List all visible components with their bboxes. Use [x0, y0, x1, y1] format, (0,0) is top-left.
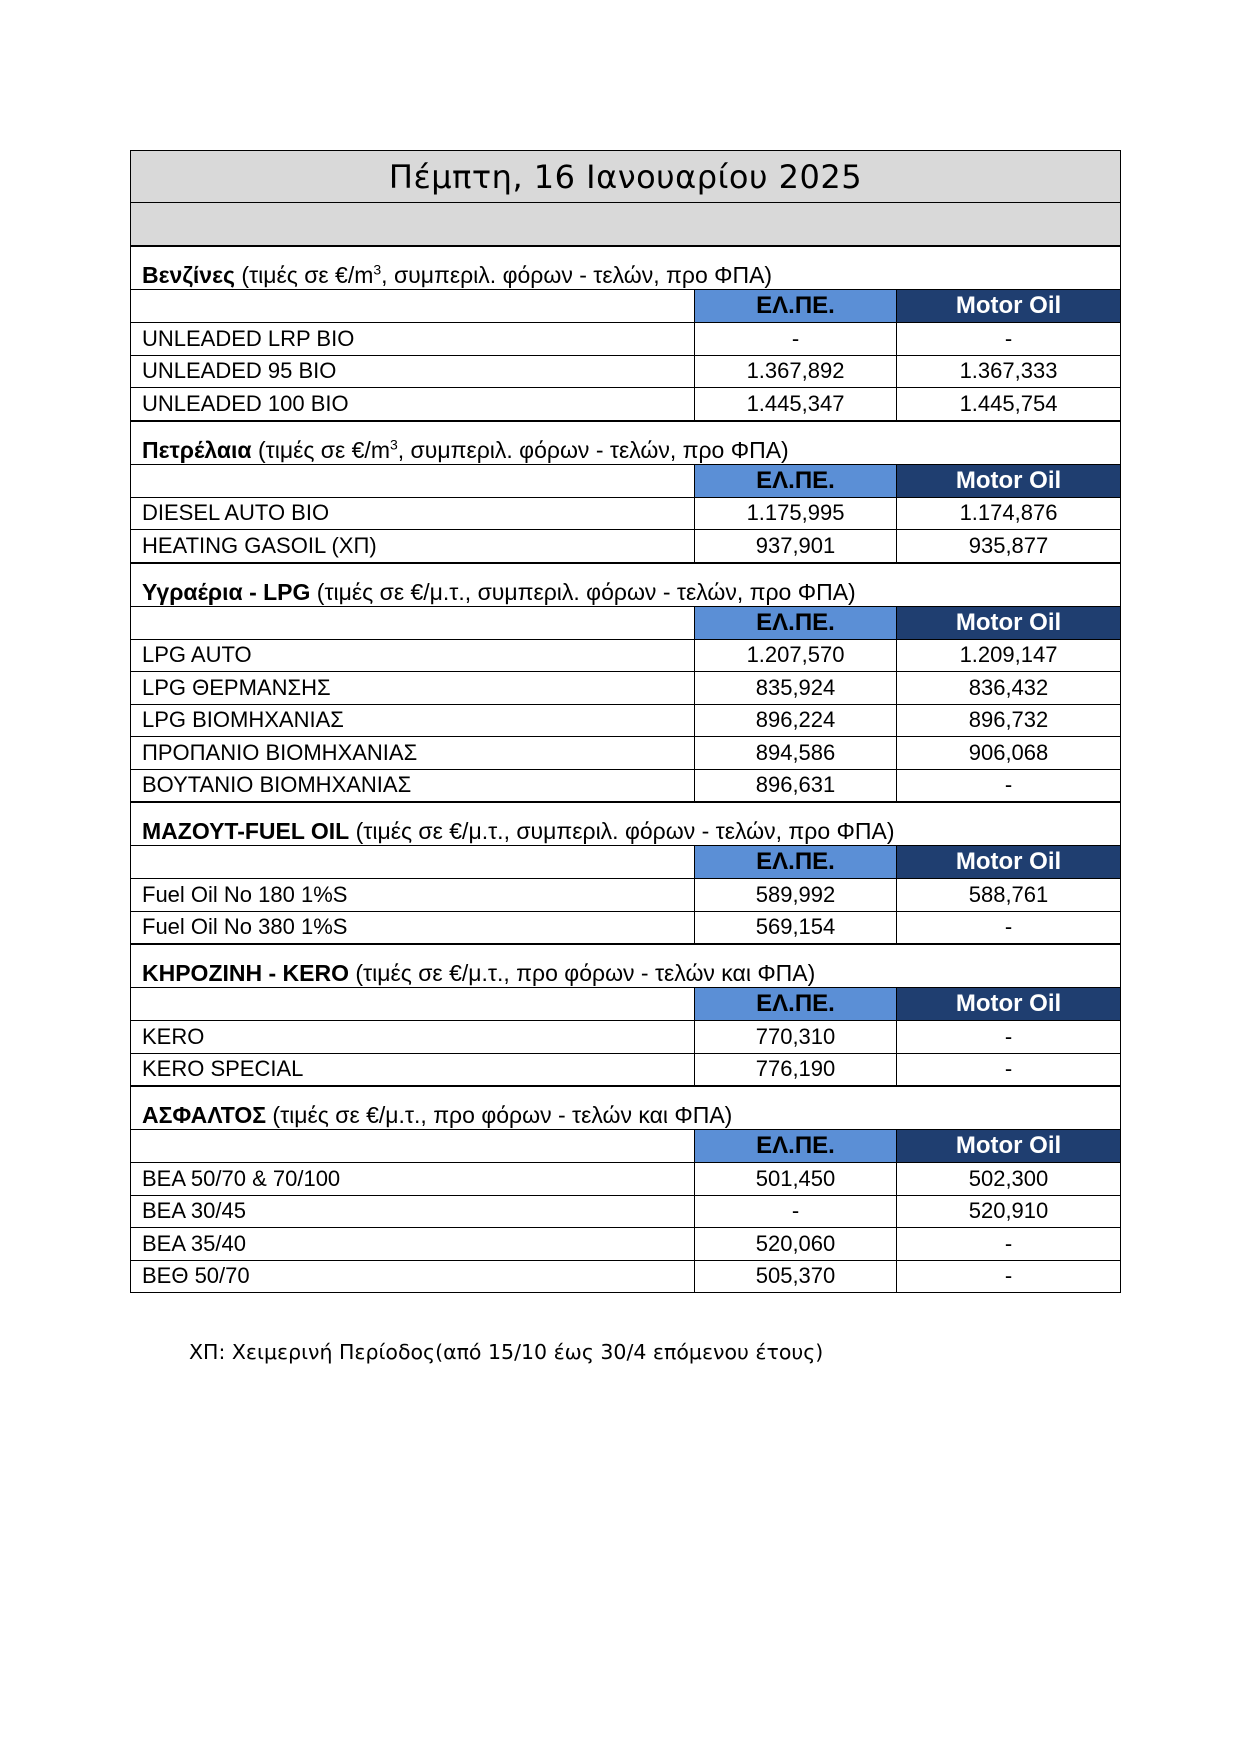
product-name: ΠΡΟΠΑΝΙΟ ΒΙΟΜΗΧΑΝΙΑΣ	[131, 737, 695, 770]
section-heading-row	[131, 246, 1121, 290]
column-header-motor-oil: Motor Oil	[897, 290, 1121, 323]
column-header-blank	[131, 464, 695, 497]
section-name: ΚΗΡΟΖΙΝΗ - KERO	[142, 960, 349, 986]
table-row	[131, 530, 1121, 563]
column-header-motor-oil: Motor Oil	[897, 1130, 1121, 1163]
table-row	[131, 388, 1121, 421]
section-heading-row	[131, 563, 1121, 607]
footnote: ΧΠ: Χειμερινή Περίοδος(από 15/10 έως 30/4 επόμενου έτους)	[189, 1340, 824, 1364]
price-motor-oil: -	[897, 323, 1121, 356]
price-motor-oil: -	[897, 1228, 1121, 1261]
column-header-elpe: ΕΛ.ΠΕ.	[695, 988, 897, 1021]
price-elpe: 937,901	[695, 530, 897, 563]
product-name: UNLEADED 95 BIO	[131, 355, 695, 388]
section-unit-superscript: 3	[389, 435, 398, 452]
column-header-elpe: ΕΛ.ΠΕ.	[695, 464, 897, 497]
price-elpe: 501,450	[695, 1163, 897, 1196]
section-unit: (τιμές σε €/μ.τ., προ φόρων - τελών και ΦΠΑ)	[349, 960, 816, 986]
column-header-blank	[131, 1130, 695, 1163]
table-row	[131, 323, 1121, 356]
section-unit: (τιμές σε €/μ.τ., συμπεριλ. φόρων - τελών, προ ΦΠΑ)	[310, 578, 856, 605]
product-name: ΒΕΑ 35/40	[131, 1228, 695, 1261]
price-motor-oil: 520,910	[897, 1195, 1121, 1228]
section-heading	[131, 802, 1121, 846]
section-heading	[131, 563, 1121, 607]
column-header-row	[131, 464, 1121, 497]
blank-gray-row	[131, 203, 1121, 247]
column-header-motor-oil: Motor Oil	[897, 846, 1121, 879]
section-heading-row	[131, 1086, 1121, 1130]
price-motor-oil: 906,068	[897, 737, 1121, 770]
section-unit-tail: , συμπεριλ. φόρων - τελών, προ ΦΠΑ)	[381, 262, 773, 288]
table-row	[131, 639, 1121, 672]
price-elpe: 896,631	[695, 769, 897, 802]
price-elpe: 520,060	[695, 1228, 897, 1261]
column-header-motor-oil: Motor Oil	[897, 606, 1121, 639]
section-unit-superscript: 3	[373, 261, 382, 278]
table-row	[131, 672, 1121, 705]
price-motor-oil: 935,877	[897, 530, 1121, 563]
price-elpe: 505,370	[695, 1260, 897, 1293]
table-row	[131, 497, 1121, 530]
page-title: Πέμπτη, 16 Ιανουαρίου 2025	[131, 151, 1121, 203]
product-name: HEATING GASOIL (ΧΠ)	[131, 530, 695, 563]
table-row	[131, 769, 1121, 802]
table-row	[131, 355, 1121, 388]
price-motor-oil: 502,300	[897, 1163, 1121, 1196]
price-elpe: 835,924	[695, 672, 897, 705]
price-elpe: 1.175,995	[695, 497, 897, 530]
section-unit-tail: , συμπεριλ. φόρων - τελών, προ ΦΠΑ)	[397, 436, 789, 463]
column-header-elpe: ΕΛ.ΠΕ.	[695, 1130, 897, 1163]
column-header-blank	[131, 846, 695, 879]
price-elpe: 589,992	[695, 879, 897, 912]
column-header-elpe: ΕΛ.ΠΕ.	[695, 846, 897, 879]
column-header-blank	[131, 290, 695, 323]
product-name: Fuel Oil No 180 1%S	[131, 879, 695, 912]
section-name: ΜΑΖΟΥΤ-FUEL OIL	[142, 818, 350, 844]
product-name: LPG ΒΙΟΜΗΧΑΝΙΑΣ	[131, 704, 695, 737]
section-name: Βενζίνες	[142, 262, 235, 288]
table-row	[131, 879, 1121, 912]
product-name: ΒΕΑ 50/70 & 70/100	[131, 1163, 695, 1196]
column-header-row	[131, 290, 1121, 323]
section-name: Υγραέρια - LPG	[142, 578, 311, 605]
price-elpe: 569,154	[695, 911, 897, 944]
product-name: DIESEL AUTO BIO	[131, 497, 695, 530]
section-heading-row	[131, 802, 1121, 846]
table-row	[131, 1053, 1121, 1086]
price-elpe: 1.367,892	[695, 355, 897, 388]
product-name: ΒΕΑ 30/45	[131, 1195, 695, 1228]
column-header-row	[131, 1130, 1121, 1163]
section-heading	[131, 944, 1121, 988]
price-motor-oil: -	[897, 1021, 1121, 1054]
table-row	[131, 1195, 1121, 1228]
table-row	[131, 1228, 1121, 1261]
section-unit: (τιμές σε €/μ.τ., συμπεριλ. φόρων - τελών, προ ΦΠΑ)	[349, 818, 895, 844]
column-header-row	[131, 846, 1121, 879]
column-header-blank	[131, 988, 695, 1021]
product-name: KERO	[131, 1021, 695, 1054]
price-elpe: 776,190	[695, 1053, 897, 1086]
column-header-blank	[131, 606, 695, 639]
price-motor-oil: 1.367,333	[897, 355, 1121, 388]
price-elpe: 896,224	[695, 704, 897, 737]
section-unit: (τιμές σε €/m	[251, 436, 390, 463]
section-unit: (τιμές σε €/m	[234, 262, 374, 288]
section-heading	[131, 421, 1121, 465]
price-motor-oil: -	[897, 911, 1121, 944]
price-elpe: 770,310	[695, 1021, 897, 1054]
price-elpe: -	[695, 1195, 897, 1228]
column-header-motor-oil: Motor Oil	[897, 988, 1121, 1021]
price-motor-oil: -	[897, 1260, 1121, 1293]
section-unit: (τιμές σε €/μ.τ., προ φόρων - τελών και ΦΠΑ)	[266, 1102, 733, 1128]
column-header-elpe: ΕΛ.ΠΕ.	[695, 290, 897, 323]
price-elpe: 894,586	[695, 737, 897, 770]
section-name: Πετρέλαια	[142, 436, 252, 463]
section-heading-row	[131, 944, 1121, 988]
price-motor-oil: 1.174,876	[897, 497, 1121, 530]
price-motor-oil: 836,432	[897, 672, 1121, 705]
product-name: ΒΕΘ 50/70	[131, 1260, 695, 1293]
product-name: ΒΟΥΤΑΝΙΟ ΒΙΟΜΗΧΑΝΙΑΣ	[131, 769, 695, 802]
price-elpe: -	[695, 323, 897, 356]
price-motor-oil: -	[897, 769, 1121, 802]
table-row	[131, 704, 1121, 737]
column-header-motor-oil: Motor Oil	[897, 464, 1121, 497]
column-header-elpe: ΕΛ.ΠΕ.	[695, 606, 897, 639]
price-motor-oil: 1.445,754	[897, 388, 1121, 421]
section-heading	[131, 1086, 1121, 1130]
blank-gray-cell	[131, 203, 1121, 247]
table-row	[131, 1260, 1121, 1293]
product-name: UNLEADED 100 BIO	[131, 388, 695, 421]
table-row	[131, 1021, 1121, 1054]
price-motor-oil: -	[897, 1053, 1121, 1086]
price-elpe: 1.207,570	[695, 639, 897, 672]
product-name: Fuel Oil No 380 1%S	[131, 911, 695, 944]
price-motor-oil: 896,732	[897, 704, 1121, 737]
price-elpe: 1.445,347	[695, 388, 897, 421]
fuel-price-table	[130, 150, 1121, 1293]
table-row	[131, 911, 1121, 944]
column-header-row	[131, 988, 1121, 1021]
table-row	[131, 1163, 1121, 1196]
product-name: KERO SPECIAL	[131, 1053, 695, 1086]
product-name: UNLEADED LRP BIO	[131, 323, 695, 356]
price-motor-oil: 588,761	[897, 879, 1121, 912]
product-name: LPG ΘΕΡΜΑΝΣΗΣ	[131, 672, 695, 705]
title-row	[131, 151, 1121, 203]
price-motor-oil: 1.209,147	[897, 639, 1121, 672]
product-name: LPG AUTO	[131, 639, 695, 672]
table-row	[131, 737, 1121, 770]
column-header-row	[131, 606, 1121, 639]
section-heading-row	[131, 421, 1121, 465]
section-name: ΑΣΦΑΛΤΟΣ	[142, 1102, 267, 1128]
section-heading	[131, 246, 1121, 290]
